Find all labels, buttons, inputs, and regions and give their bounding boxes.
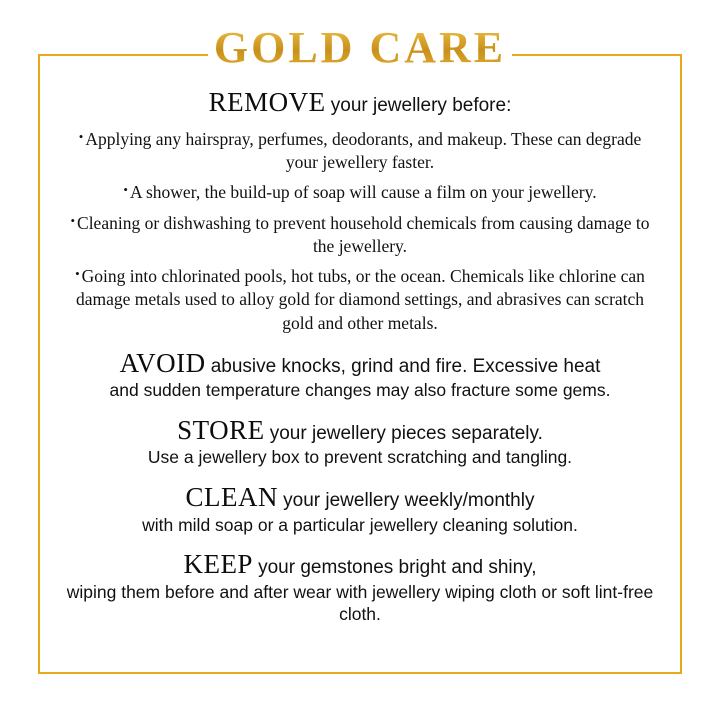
list-item — [52, 265, 668, 335]
section-avoid-heading — [52, 347, 668, 379]
section-clean-lead: your jewellery weekly/monthly — [283, 490, 535, 512]
section-store-body: Use a jewellery box to prevent scratching and tangling. — [147, 447, 573, 468]
section-clean-body: with mild soap or a particular jewellery cleaning solution. — [142, 514, 578, 535]
section-avoid-keyword: AVOID — [119, 347, 206, 378]
list-item-text: Cleaning or dishwashing to prevent household chemicals from causing damage to the jewellery. — [77, 212, 650, 256]
bullet-icon: • — [123, 182, 128, 198]
section-keep-keyword: KEEP — [183, 549, 253, 580]
section-keep-heading — [52, 548, 668, 580]
border-right — [680, 54, 682, 674]
care-instructions — [52, 86, 668, 632]
section-store-lead: your jewellery pieces separately. — [269, 423, 543, 445]
section-store — [52, 414, 668, 469]
section-avoid-body: and sudden temperature changes may also fracture some gems. — [109, 380, 611, 401]
page-title: GOLD CARE — [0, 26, 720, 70]
section-remove-lead: your jewellery before: — [330, 95, 512, 116]
section-avoid-lead: abusive knocks, grind and fire. Excessive heat — [210, 355, 601, 377]
list-item — [52, 181, 668, 204]
list-item-text: A shower, the build-up of soap will cause a film on your jewellery. — [129, 182, 597, 203]
border-bottom — [38, 672, 682, 674]
section-clean-keyword: CLEAN — [185, 482, 279, 513]
section-store-keyword: STORE — [177, 415, 265, 446]
section-clean-heading — [52, 481, 668, 513]
bullet-icon: • — [78, 128, 84, 144]
section-remove-bullet-list — [52, 128, 668, 335]
section-keep — [52, 548, 668, 626]
section-keep-body: wiping them before and after wear with jewellery wiping cloth or soft lint-free cloth. — [66, 581, 654, 625]
section-remove-heading — [52, 86, 668, 120]
section-store-heading — [52, 414, 668, 446]
section-remove — [52, 86, 668, 335]
list-item-text: Going into chlorinated pools, hot tubs, or the ocean. Chemicals like chlorine can damage metals used to alloy gold for diamond settings, and abrasives can scratch gold and other metals. — [75, 266, 645, 333]
bullet-icon: • — [70, 212, 76, 228]
list-item — [52, 128, 668, 175]
section-avoid — [52, 347, 668, 402]
border-left — [38, 54, 40, 674]
section-clean — [52, 481, 668, 536]
list-item — [52, 212, 668, 259]
bullet-icon: • — [75, 266, 80, 282]
list-item-text: Applying any hairspray, perfumes, deodorants, and makeup. These can degrade your jewellery faster. — [85, 128, 642, 173]
section-remove-keyword: REMOVE — [208, 87, 326, 117]
section-keep-lead: your gemstones bright and shiny, — [258, 557, 537, 579]
